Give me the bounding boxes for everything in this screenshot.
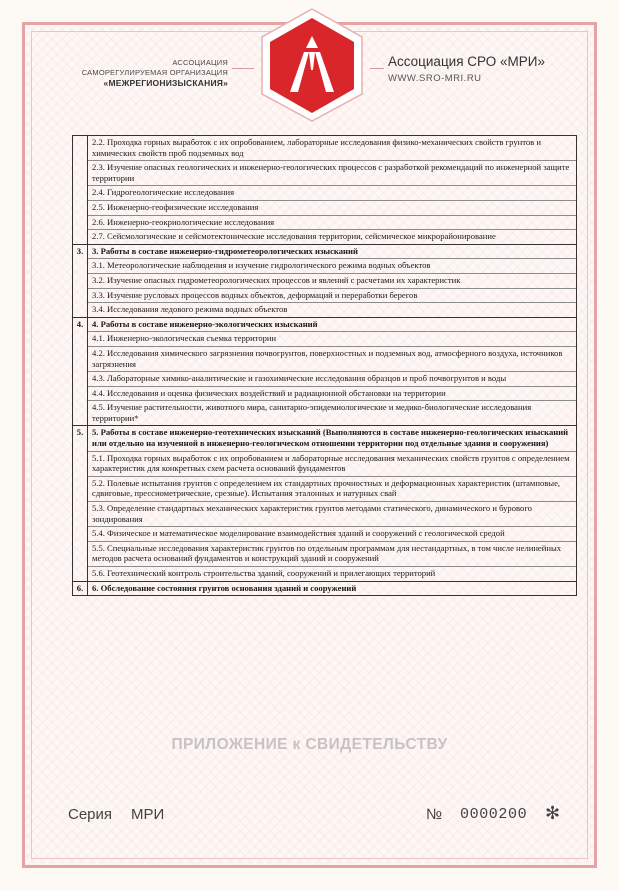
association-line1: АССОЦИАЦИЯ <box>172 58 228 67</box>
section-body <box>88 317 577 426</box>
section-number <box>73 136 88 245</box>
section-heading: 3. Работы в составе инженерно-гидрометеорологических изысканий <box>88 245 576 260</box>
work-item: 2.5. Инженерно-геофизические исследования <box>88 201 576 216</box>
work-item: 5.2. Полевые испытания грунтов с определением их стандартных прочностных и деформационных характеристик (штамповые, сдвиговые, прессиометрические, срезные). Испытания эталонных и натурных свай <box>88 477 576 502</box>
certificate-number: 0000200 <box>460 806 528 823</box>
section-heading: 5. Работы в составе инженерно-геотехнических изысканий (Выполняются в составе инженерно-геологических изысканий или отдельно на изученной в инженерно-геологическом отношении территории под отдельные здания и сооружения) <box>88 426 576 451</box>
work-item: 5.6. Геотехнический контроль строительства зданий, сооружений и прилегающих территорий <box>92 568 436 578</box>
work-item: 5.4. Физическое и математическое моделирование взаимодействия зданий и сооружений с геологической средой <box>88 527 576 542</box>
section-row <box>73 581 577 596</box>
section-number: 4. <box>73 317 88 426</box>
work-item: 4.2. Исследования химического загрязнения почвогрунтов, поверхностных и подземных вод, атмосферного воздуха, источников загрязнения <box>88 347 576 372</box>
work-item: 4.5. Изучение растительности, животного мира, санитарно-эпидемиологические и медико-биологические исследования территории* <box>92 402 532 423</box>
work-types-table <box>72 135 577 596</box>
org-name: Ассоциация СРО «МРИ» <box>388 54 545 69</box>
section-row <box>73 317 577 426</box>
series-value: МРИ <box>131 806 165 823</box>
org-website: WWW.SRO-MRI.RU <box>388 73 482 84</box>
work-item: 2.3. Изучение опасных геологических и инженерно-геологических процессов с разработкой рекомендаций по инженерной защите территории <box>88 161 576 186</box>
section-body <box>88 136 577 245</box>
number-label: № <box>426 806 443 823</box>
work-item: 2.6. Инженерно-геокриологические исследования <box>88 216 576 231</box>
work-item: 3.2. Изучение опасных гидрометеорологических процессов и явлений с расчетами их характеристик <box>88 274 576 289</box>
sro-logo-icon <box>256 6 368 124</box>
work-item: 5.5. Специальные исследования характеристик грунтов по отдельным программам для нестандартных, в том числе нелинейных методов расчета оснований фундаментов и конструкций зданий и сооружений <box>88 542 576 567</box>
section-row <box>73 426 577 581</box>
association-block <box>80 58 228 88</box>
association-line2: САМОРЕГУЛИРУЕМАЯ ОРГАНИЗАЦИЯ <box>81 68 228 77</box>
work-item: 3.4. Исследования ледового режима водных объектов <box>92 304 288 315</box>
section-body <box>88 426 577 581</box>
work-item: 3.1. Метеорологические наблюдения и изучение гидрологического режима водных объектов <box>88 259 576 274</box>
section-number: 5. <box>73 426 88 581</box>
section-number: 6. <box>73 581 88 596</box>
work-item: 4.4. Исследования и оценка физических воздействий и радиационной обстановки на территории <box>88 387 576 402</box>
header-divider-right <box>370 68 384 69</box>
header-divider-left <box>232 68 254 69</box>
work-item: 2.4. Гидрогеологические исследования <box>88 186 576 201</box>
series-label: Серия <box>68 806 113 823</box>
work-item: 2.2. Проходка горных выработок с их опробованием, лабораторные исследования физико-механических свойств грунтов и химических свойств проб подземных вод <box>88 136 576 161</box>
section-number: 3. <box>73 244 88 317</box>
work-item: 3.3. Изучение русловых процессов водных объектов, деформаций и переработки берегов <box>88 289 576 304</box>
attachment-watermark: ПРИЛОЖЕНИЕ к СВИДЕТЕЛЬСТВУ <box>171 736 448 753</box>
work-item: 5.3. Определение стандартных механических характеристик грунтов методами статического, динамического и бурового зондирования <box>88 502 576 527</box>
work-item: 4.3. Лабораторные химико-аналитические и газохимические исследования образцов и проб почвогрунтов и воды <box>88 372 576 387</box>
star-icon: ✻ <box>545 803 561 823</box>
work-item: 5.1. Проходка горных выработок с их опробованием и лабораторные исследования механических свойств грунтов с определением характеристик для конкретных схем расчета оснований фундаментов <box>88 452 576 477</box>
section-row <box>73 136 577 245</box>
section-body <box>88 581 577 596</box>
section-body <box>88 244 577 317</box>
section-heading: 6. Обследование состояния грунтов основания зданий и сооружений <box>92 582 357 593</box>
work-item: 4.1. Инженерно-экологическая съемка территории <box>88 332 576 347</box>
org-title-block <box>388 54 588 84</box>
work-item: 2.7. Сейсмологические и сейсмотектонические исследования территории, сейсмическое микрорайонирование <box>92 231 496 242</box>
section-heading: 4. Работы в составе инженерно-экологических изысканий <box>88 318 576 333</box>
association-line3: «МЕЖРЕГИОНИЗЫСКАНИЯ» <box>103 78 228 88</box>
section-row <box>73 244 577 317</box>
